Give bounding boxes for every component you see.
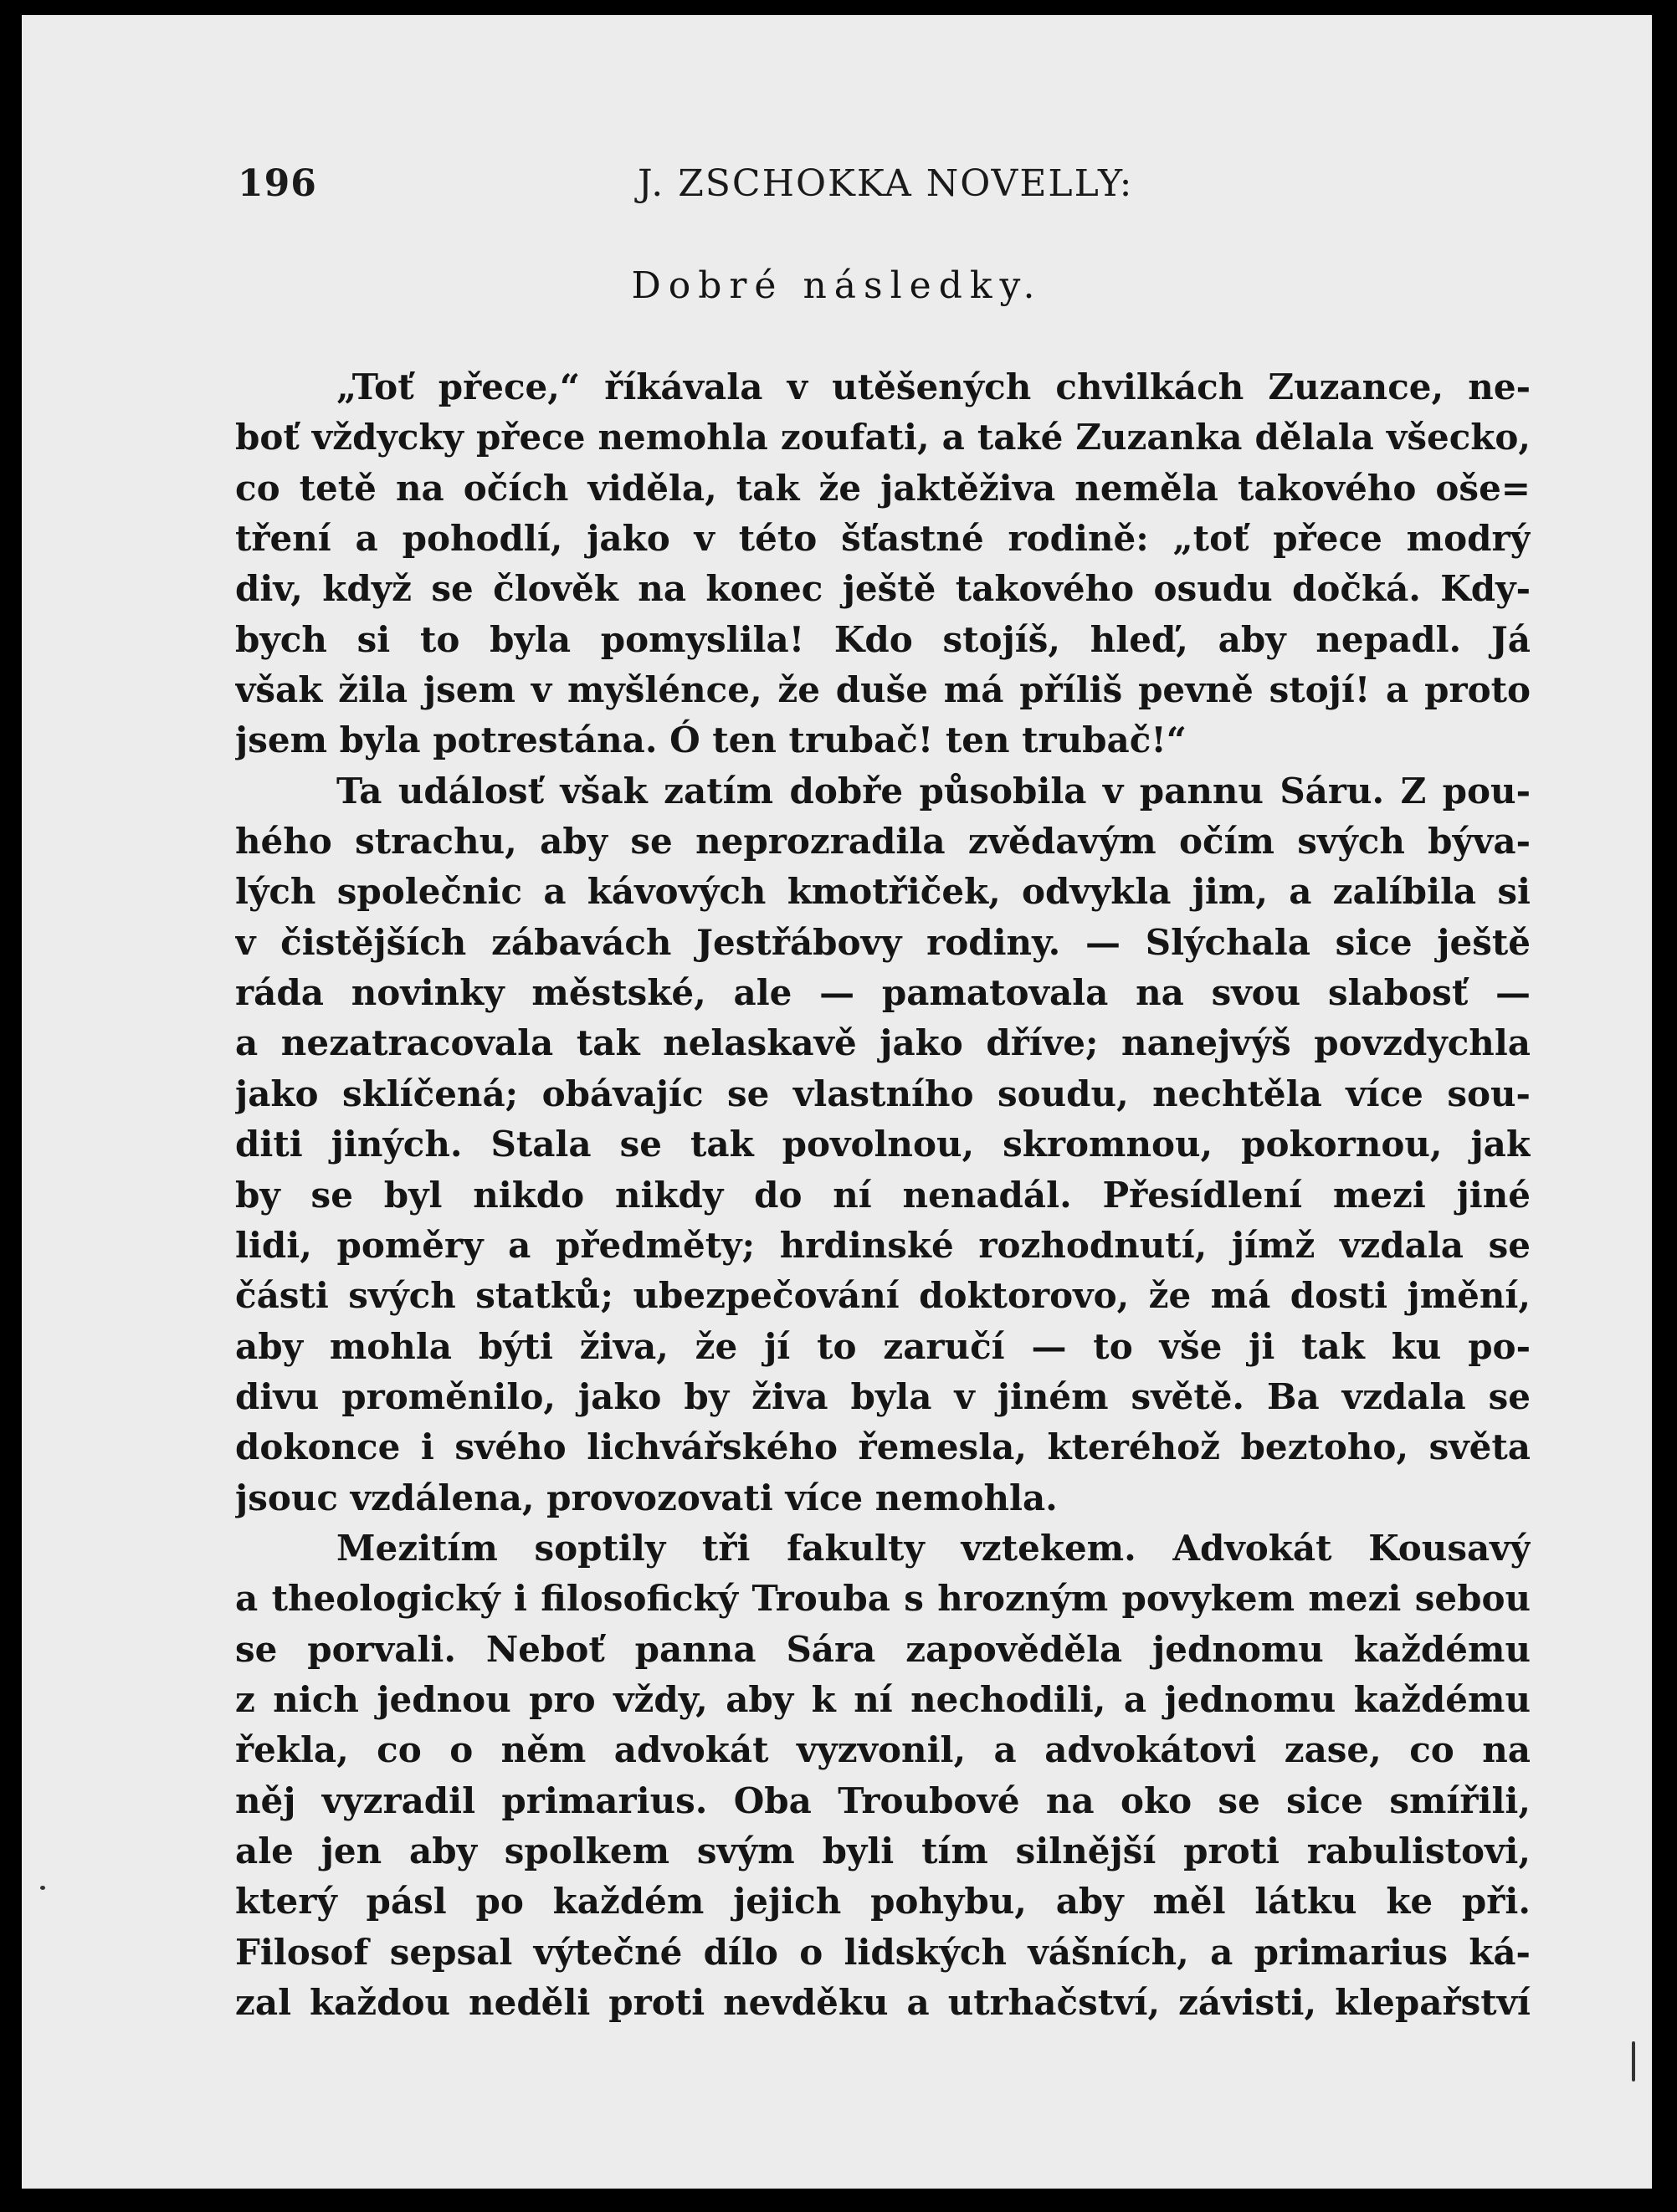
text-line: dokonce i svého lichvářského řemesla, kteréhož beztoho, světa bbox=[235, 1426, 1531, 1468]
text-line: Mezitím soptily tři fakulty vztekem. Advokát Kousavý bbox=[336, 1527, 1531, 1569]
text-line: však žila jsem v myšlénce, že duše má příliš pevně stojí! a proto bbox=[235, 669, 1531, 711]
text-line: který pásl po každém jejich pohybu, aby měl látku ke při. bbox=[235, 1881, 1531, 1923]
text-line: „Toť přece,“ říkávala v utěšených chvilkách Zuzance, ne- bbox=[336, 366, 1531, 407]
page-header bbox=[238, 162, 1187, 209]
section-title: Dobré následky. bbox=[631, 264, 1043, 307]
text-line: zal každou neděli proti nevděku a utrhačství, závisti, klepařství bbox=[235, 1982, 1531, 2023]
text-line: Ta událosť však zatím dobře působila v pannu Sáru. Z pou- bbox=[336, 770, 1531, 812]
text-line: divu proměnilo, jako by živa byla v jiném světě. Ba vzdala se bbox=[235, 1375, 1531, 1417]
text-line: v čistějších zábavách Jestřábovy rodiny. — Slýchala sice ještě bbox=[235, 921, 1531, 963]
text-line: lých společnic a kávových kmotřiček, odvykla jim, a zalíbila si bbox=[235, 871, 1531, 913]
text-line: a theologický i filosofický Trouba s hrozným povykem mezi sebou bbox=[235, 1578, 1531, 1620]
text-line: a nezatracovala tak nelaskavě jako dříve; nanejvýš povzdychla bbox=[235, 1022, 1531, 1064]
text-line: něj vyzradil primarius. Oba Troubové na oko se sice smířili, bbox=[235, 1779, 1531, 1821]
text-line: co tetě na očích viděla, tak že jaktěživa neměla takového oše= bbox=[235, 467, 1531, 509]
text-line: části svých statků; ubezpečování doktorovo, že má dosti jmění, bbox=[235, 1275, 1531, 1317]
text-line: ráda novinky městské, ale — pamatovala na svou slabosť — bbox=[235, 972, 1531, 1014]
body-text bbox=[235, 362, 1531, 2028]
text-line: ale jen aby spolkem svým byli tím silnější proti rabulistovi, bbox=[235, 1830, 1531, 1871]
text-line: by se byl nikdo nikdy do ní nenadál. Přesídlení mezi jiné bbox=[235, 1174, 1531, 1216]
margin-speck bbox=[40, 1886, 45, 1890]
text-line: div, když se člověk na konec ještě takového osudu dočká. Kdy- bbox=[235, 568, 1531, 610]
text-line: tření a pohodlí, jako v této šťastné rodině: „toť přece modrý bbox=[235, 518, 1531, 560]
text-line: řekla, co o něm advokát vyzvonil, a advokátovi zase, co na bbox=[235, 1729, 1531, 1771]
text-line: bych si to byla pomyslila! Kdo stojíš, hleď, aby nepadl. Já bbox=[235, 618, 1531, 660]
text-line: jsouc vzdálena, provozovati více nemohla. bbox=[235, 1477, 1058, 1518]
text-line: hého strachu, aby se neprozradila zvědavým očím svých býva- bbox=[235, 821, 1531, 863]
text-line: se porvali. Neboť panna Sára zapověděla jednomu každému bbox=[235, 1628, 1531, 1670]
book-page bbox=[22, 15, 1652, 2189]
margin-speck bbox=[1632, 2041, 1635, 2081]
text-line: jako sklíčená; obávajíc se vlastního soudu, nechtěla více sou- bbox=[235, 1073, 1531, 1114]
text-line: aby mohla býti živa, že jí to zaručí — to vše ji tak ku po- bbox=[235, 1325, 1531, 1367]
text-line: boť vždycky přece nemohla zoufati, a také Zuzanka dělala všecko, bbox=[235, 417, 1531, 458]
text-line: lidi, poměry a předměty; hrdinské rozhodnutí, jímž vzdala se bbox=[235, 1224, 1531, 1266]
text-line: Filosof sepsal výtečné dílo o lidských vášních, a primarius ká- bbox=[235, 1931, 1531, 1973]
running-title: J. ZSCHOKKA NOVELLY: bbox=[638, 162, 1134, 205]
text-line: z nich jednou pro vždy, aby k ní nechodili, a jednomu každému bbox=[235, 1678, 1531, 1720]
page-number: 196 bbox=[238, 162, 317, 205]
text-line: jsem byla potrestána. Ó ten trubač! ten trubač!“ bbox=[235, 719, 1187, 761]
text-line: diti jiných. Stala se tak povolnou, skromnou, pokornou, jak bbox=[235, 1124, 1531, 1165]
